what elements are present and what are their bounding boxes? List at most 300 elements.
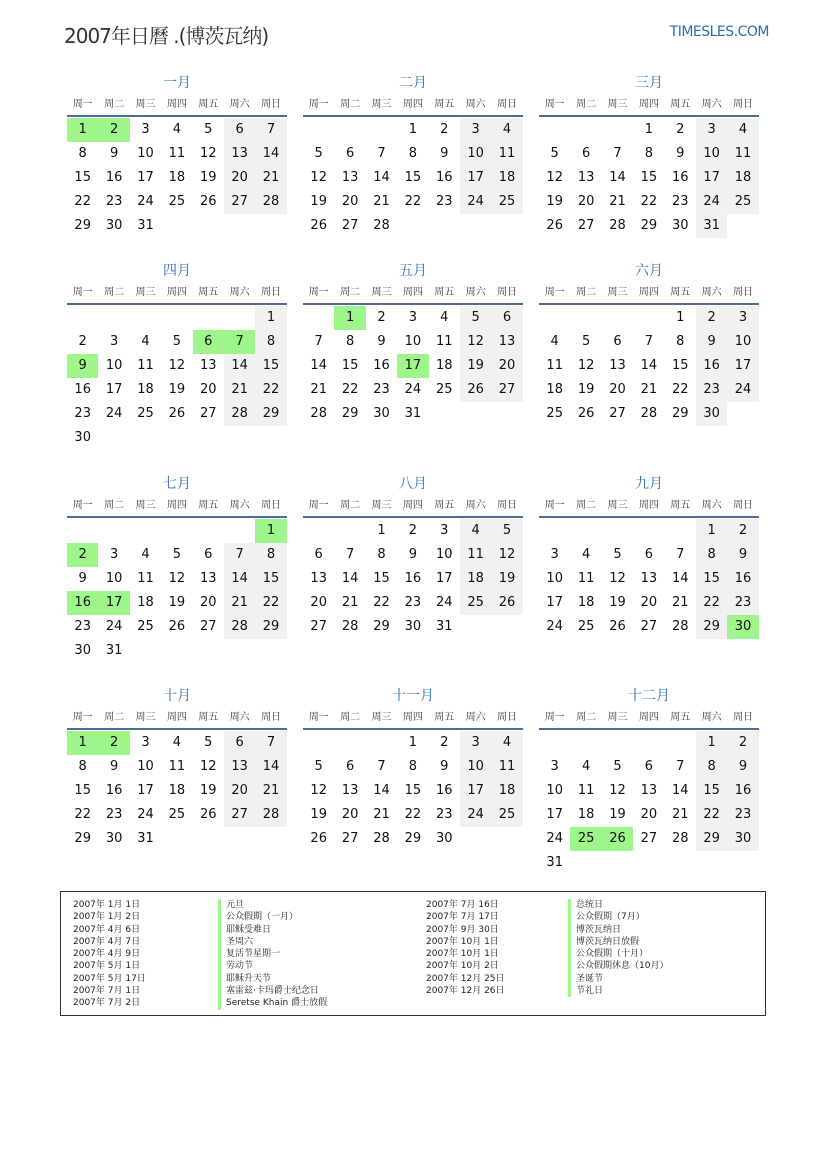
- day-cell: 5: [550, 146, 559, 161]
- day-cell: 17: [460, 779, 491, 803]
- day-cell: 20: [199, 382, 217, 397]
- empty-cell: [98, 306, 129, 330]
- empty-cell: [602, 306, 633, 330]
- day-cell: 4: [440, 310, 449, 325]
- day-cell: 4: [581, 759, 591, 774]
- day-cell: 15: [671, 358, 689, 373]
- weekday-label: 周六: [701, 287, 722, 298]
- day-cell: 16: [435, 783, 453, 798]
- day-cell: 10: [105, 358, 123, 373]
- day-cell: 8: [255, 543, 286, 567]
- month-name: 二月: [399, 75, 427, 91]
- day-cell: 9: [78, 571, 87, 586]
- weekday-label: 周日: [261, 287, 282, 298]
- day-cell: 3: [696, 118, 727, 142]
- day-grid: [303, 731, 523, 851]
- day-cell: 23: [74, 619, 91, 634]
- day-cell: 24: [460, 190, 491, 214]
- empty-cell: [303, 519, 334, 543]
- day-cell: 22: [341, 382, 359, 397]
- holiday-day-cell: 2: [98, 118, 129, 142]
- day-cell: 17: [137, 783, 154, 798]
- day-cell: 24: [404, 382, 422, 397]
- empty-cell: [224, 306, 255, 330]
- day-cell: 20: [609, 382, 626, 397]
- day-cell: 2: [440, 122, 449, 137]
- weekday-label: 周二: [104, 99, 125, 110]
- day-cell: 21: [671, 807, 689, 822]
- empty-cell: [98, 519, 129, 543]
- day-cell: 1: [408, 122, 417, 137]
- day-cell: 5: [314, 146, 323, 161]
- day-cell: 12: [491, 543, 522, 567]
- day-cell: 13: [310, 571, 327, 586]
- day-cell: 7: [255, 118, 286, 142]
- day-cell: 12: [168, 571, 186, 586]
- day-cell: 29: [640, 218, 658, 233]
- day-cell: 11: [577, 783, 595, 798]
- weekday-label: 周四: [638, 287, 659, 298]
- weekday-label: 周三: [135, 712, 156, 723]
- weekday-label: 周五: [670, 287, 691, 298]
- day-cell: 23: [727, 591, 758, 615]
- weekday-label: 周五: [198, 712, 219, 723]
- day-cell: 25: [491, 190, 522, 214]
- holiday-date: 2007年 4月 9日: [73, 949, 141, 960]
- day-cell: 30: [696, 402, 727, 426]
- holiday-name: 耶稣升天节: [218, 973, 327, 985]
- weekday-label: 周二: [104, 712, 125, 723]
- empty-cell: [539, 519, 570, 543]
- month-name: 三月: [635, 75, 663, 91]
- day-cell: 20: [341, 194, 359, 209]
- weekday-header: [67, 97, 287, 117]
- day-cell: 2: [78, 334, 87, 349]
- month-name: 一月: [163, 75, 191, 91]
- weekday-header: [303, 710, 523, 730]
- day-cell: 12: [577, 358, 595, 373]
- day-cell: 7: [255, 731, 286, 755]
- holiday-day-cell: 26: [602, 827, 633, 851]
- day-cell: 11: [491, 142, 522, 166]
- day-cell: 16: [727, 567, 758, 591]
- day-grid: [303, 306, 523, 426]
- day-cell: 3: [408, 310, 417, 325]
- day-cell: 8: [78, 759, 87, 774]
- weekday-label: 周三: [371, 99, 392, 110]
- day-cell: 27: [224, 803, 255, 827]
- day-cell: 29: [404, 831, 422, 846]
- day-cell: 30: [435, 831, 453, 846]
- day-cell: 20: [341, 807, 359, 822]
- day-cell: 19: [199, 783, 217, 798]
- day-cell: 14: [671, 571, 689, 586]
- day-cell: 7: [224, 543, 255, 567]
- holiday-date: 2007年 10月 2日: [426, 961, 499, 972]
- holiday-dates-col2: [426, 899, 505, 997]
- day-cell: 21: [255, 166, 286, 190]
- day-cell: 14: [310, 358, 327, 373]
- day-cell: 15: [255, 567, 286, 591]
- day-cell: 7: [377, 759, 386, 774]
- weekday-label: 周日: [261, 500, 282, 511]
- weekday-label: 周六: [229, 500, 250, 511]
- day-cell: 18: [577, 595, 595, 610]
- weekday-header: [67, 710, 287, 730]
- day-cell: 24: [727, 378, 758, 402]
- day-cell: 8: [345, 334, 355, 349]
- day-cell: 3: [440, 523, 449, 538]
- day-cell: 6: [345, 759, 355, 774]
- weekday-label: 周日: [497, 287, 518, 298]
- day-cell: 26: [199, 807, 217, 822]
- day-cell: 21: [640, 382, 658, 397]
- day-grid: [303, 118, 523, 238]
- empty-cell: [633, 306, 664, 330]
- weekday-label: 周六: [465, 712, 486, 723]
- day-cell: 6: [204, 547, 213, 562]
- day-cell: 9: [440, 759, 449, 774]
- day-cell: 6: [224, 118, 255, 142]
- day-cell: 23: [404, 595, 422, 610]
- empty-cell: [303, 118, 334, 142]
- day-grid: [539, 519, 759, 639]
- day-cell: 19: [546, 194, 563, 209]
- empty-cell: [67, 519, 98, 543]
- day-cell: 27: [640, 831, 658, 846]
- month-11: [303, 686, 523, 851]
- day-cell: 13: [341, 783, 359, 798]
- weekday-header: [539, 97, 759, 117]
- day-cell: 25: [137, 619, 154, 634]
- day-cell: 25: [460, 591, 491, 615]
- holiday-day-cell: 1: [67, 118, 98, 142]
- month-name: 六月: [635, 263, 663, 279]
- weekday-label: 周三: [135, 99, 156, 110]
- holiday-day-cell: 2: [98, 731, 129, 755]
- day-cell: 17: [460, 166, 491, 190]
- day-cell: 27: [310, 619, 327, 634]
- day-cell: 7: [676, 547, 685, 562]
- day-cell: 11: [460, 543, 491, 567]
- day-cell: 14: [373, 783, 390, 798]
- day-cell: 24: [137, 194, 154, 209]
- day-cell: 17: [696, 166, 727, 190]
- day-cell: 2: [377, 310, 386, 325]
- day-cell: 26: [577, 406, 595, 421]
- weekday-label: 周三: [135, 500, 156, 511]
- month-4: [67, 261, 287, 450]
- holiday-day-cell: 9: [67, 354, 98, 378]
- day-cell: 20: [640, 595, 658, 610]
- holiday-name: 公众假期（十月）: [568, 948, 668, 960]
- holiday-name: 塞雷兹·卡玛爵士纪念日: [218, 985, 327, 997]
- holiday-day-cell: 1: [67, 731, 98, 755]
- day-cell: 3: [109, 334, 119, 349]
- day-cell: 18: [168, 783, 186, 798]
- day-cell: 18: [137, 382, 154, 397]
- empty-cell: [303, 306, 334, 330]
- empty-cell: [539, 306, 570, 330]
- day-cell: 16: [105, 170, 123, 185]
- day-cell: 13: [199, 358, 217, 373]
- day-cell: 16: [373, 358, 390, 373]
- day-cell: 8: [78, 146, 87, 161]
- day-grid: [67, 118, 287, 238]
- weekday-label: 周三: [607, 99, 628, 110]
- holiday-name: 博茨瓦纳日放假: [568, 936, 668, 948]
- day-cell: 31: [105, 643, 123, 658]
- day-cell: 29: [671, 406, 689, 421]
- empty-cell: [366, 118, 397, 142]
- day-cell: 2: [727, 519, 758, 543]
- holiday-date: 2007年 4月 7日: [73, 936, 141, 947]
- day-cell: 11: [727, 142, 758, 166]
- weekday-label: 周二: [576, 712, 597, 723]
- day-cell: 13: [491, 330, 522, 354]
- day-cell: 18: [460, 567, 491, 591]
- weekday-label: 周五: [434, 99, 455, 110]
- holiday-date: 2007年 1月 1日: [73, 900, 141, 910]
- weekday-label: 周六: [465, 287, 486, 298]
- day-cell: 15: [74, 170, 91, 185]
- day-cell: 8: [696, 543, 727, 567]
- day-cell: 16: [74, 382, 91, 397]
- day-cell: 25: [546, 406, 563, 421]
- day-cell: 3: [109, 547, 119, 562]
- day-cell: 29: [696, 615, 727, 639]
- holiday-name: 圣诞节: [568, 973, 668, 985]
- day-cell: 23: [373, 382, 390, 397]
- day-cell: 18: [546, 382, 563, 397]
- day-cell: 31: [546, 855, 563, 870]
- day-cell: 9: [109, 146, 119, 161]
- day-cell: 16: [105, 783, 123, 798]
- day-cell: 27: [640, 619, 658, 634]
- day-cell: 27: [609, 406, 626, 421]
- day-cell: 30: [404, 619, 422, 634]
- day-cell: 17: [137, 170, 154, 185]
- holiday-name: 博茨瓦纳日: [568, 924, 668, 936]
- day-cell: 29: [341, 406, 359, 421]
- weekday-label: 周二: [340, 99, 361, 110]
- day-cell: 28: [224, 402, 255, 426]
- holiday-date: 2007年 7月 2日: [73, 998, 141, 1009]
- day-cell: 26: [168, 406, 186, 421]
- month-3: [539, 73, 759, 238]
- holiday-day-cell: 1: [255, 519, 286, 543]
- day-cell: 23: [105, 194, 123, 209]
- day-cell: 5: [204, 122, 213, 137]
- holiday-date: 2007年 10月 1日: [426, 936, 499, 947]
- day-cell: 29: [74, 218, 91, 233]
- day-cell: 4: [141, 547, 150, 562]
- day-cell: 21: [224, 378, 255, 402]
- holiday-day-cell: 6: [193, 330, 224, 354]
- day-cell: 19: [609, 595, 626, 610]
- page-title: 2007年日曆 .(博茨瓦纳): [64, 24, 269, 48]
- holiday-day-cell: 1: [334, 306, 365, 330]
- weekday-label: 周一: [544, 287, 565, 298]
- holiday-name: 元旦: [218, 899, 327, 911]
- empty-cell: [539, 731, 570, 755]
- day-cell: 20: [310, 595, 327, 610]
- day-cell: 9: [727, 543, 758, 567]
- day-cell: 31: [404, 406, 422, 421]
- weekday-label: 周二: [104, 287, 125, 298]
- day-cell: 22: [404, 194, 422, 209]
- day-cell: 6: [644, 759, 653, 774]
- weekday-label: 周五: [434, 500, 455, 511]
- weekday-label: 周六: [229, 99, 250, 110]
- holiday-name: 公众假期休息（10月）: [568, 960, 668, 972]
- holiday-date: 2007年 9月 30日: [426, 924, 499, 935]
- day-grid: [539, 731, 759, 875]
- day-cell: 5: [314, 759, 323, 774]
- day-cell: 5: [172, 547, 181, 562]
- day-cell: 4: [491, 731, 522, 755]
- weekday-label: 周一: [308, 287, 329, 298]
- weekday-header: [303, 285, 523, 305]
- weekday-label: 周日: [261, 712, 282, 723]
- weekday-label: 周四: [638, 99, 659, 110]
- weekday-label: 周一: [544, 712, 565, 723]
- empty-cell: [570, 306, 601, 330]
- day-cell: 20: [640, 807, 658, 822]
- weekday-header: [539, 710, 759, 730]
- day-cell: 7: [345, 547, 355, 562]
- empty-cell: [334, 731, 365, 755]
- day-cell: 11: [435, 334, 453, 349]
- day-cell: 17: [435, 571, 453, 586]
- weekday-label: 周二: [576, 500, 597, 511]
- day-cell: 22: [373, 595, 390, 610]
- day-cell: 22: [640, 194, 658, 209]
- day-cell: 19: [199, 170, 217, 185]
- day-cell: 11: [168, 146, 186, 161]
- day-cell: 27: [199, 619, 217, 634]
- brand-link[interactable]: TIMESLES.COM: [669, 24, 769, 40]
- day-cell: 28: [224, 615, 255, 639]
- weekday-label: 周五: [670, 99, 691, 110]
- day-cell: 7: [314, 334, 323, 349]
- day-cell: 19: [609, 807, 626, 822]
- day-cell: 6: [644, 547, 653, 562]
- day-grid: [67, 519, 287, 663]
- day-cell: 14: [255, 755, 286, 779]
- day-cell: 5: [613, 547, 622, 562]
- day-cell: 5: [172, 334, 181, 349]
- empty-cell: [334, 118, 365, 142]
- holiday-name: 耶稣受难日: [218, 924, 327, 936]
- holiday-name: 公众假期（一月）: [218, 911, 327, 923]
- day-cell: 20: [577, 194, 595, 209]
- day-cell: 10: [546, 571, 563, 586]
- day-cell: 13: [640, 571, 658, 586]
- day-cell: 5: [460, 306, 491, 330]
- day-cell: 24: [696, 190, 727, 214]
- day-cell: 11: [491, 755, 522, 779]
- weekday-label: 周一: [72, 500, 93, 511]
- day-cell: 11: [546, 358, 563, 373]
- day-cell: 25: [491, 803, 522, 827]
- day-cell: 10: [727, 330, 758, 354]
- holiday-name: 公众假期（7月）: [568, 911, 668, 923]
- day-cell: 26: [546, 218, 563, 233]
- day-cell: 18: [137, 595, 154, 610]
- weekday-label: 周五: [434, 712, 455, 723]
- day-cell: 11: [137, 358, 154, 373]
- weekday-label: 周四: [402, 287, 423, 298]
- holiday-name: 节礼日: [568, 985, 668, 997]
- day-cell: 25: [168, 194, 186, 209]
- day-cell: 9: [676, 146, 685, 161]
- empty-cell: [193, 519, 224, 543]
- day-cell: 10: [460, 142, 491, 166]
- weekday-label: 周四: [638, 500, 659, 511]
- day-cell: 14: [255, 142, 286, 166]
- day-cell: 29: [373, 619, 390, 634]
- day-cell: 6: [491, 306, 522, 330]
- empty-cell: [633, 519, 664, 543]
- month-name: 四月: [163, 263, 191, 279]
- month-name: 七月: [163, 476, 191, 492]
- day-cell: 16: [404, 571, 422, 586]
- day-cell: 21: [609, 194, 626, 209]
- day-cell: 9: [727, 755, 758, 779]
- day-cell: 31: [696, 214, 727, 238]
- empty-cell: [570, 731, 601, 755]
- empty-cell: [602, 519, 633, 543]
- day-cell: 24: [105, 406, 123, 421]
- holiday-names-col2: [568, 899, 668, 997]
- day-cell: 14: [373, 170, 390, 185]
- weekday-label: 周四: [402, 99, 423, 110]
- day-cell: 15: [696, 779, 727, 803]
- day-cell: 24: [460, 803, 491, 827]
- day-cell: 1: [408, 735, 417, 750]
- day-cell: 3: [550, 759, 559, 774]
- day-cell: 16: [671, 170, 689, 185]
- holiday-date: 2007年 4月 6日: [73, 924, 141, 935]
- weekday-label: 周一: [72, 287, 93, 298]
- month-2: [303, 73, 523, 238]
- month-12: [539, 686, 759, 875]
- day-cell: 28: [373, 831, 390, 846]
- weekday-label: 周六: [229, 287, 250, 298]
- holiday-day-cell: 7: [224, 330, 255, 354]
- day-cell: 18: [577, 807, 595, 822]
- holiday-date: 2007年 5月 17日: [73, 973, 146, 984]
- day-cell: 14: [224, 567, 255, 591]
- day-cell: 12: [310, 783, 327, 798]
- day-cell: 18: [491, 166, 522, 190]
- weekday-label: 周六: [465, 99, 486, 110]
- weekday-label: 周六: [701, 500, 722, 511]
- day-grid: [539, 118, 759, 238]
- day-cell: 24: [435, 595, 453, 610]
- day-cell: 30: [105, 218, 123, 233]
- day-cell: 8: [676, 334, 685, 349]
- weekday-label: 周二: [576, 99, 597, 110]
- weekday-label: 周六: [229, 712, 250, 723]
- day-cell: 10: [105, 571, 123, 586]
- weekday-label: 周五: [434, 287, 455, 298]
- day-cell: 8: [377, 547, 386, 562]
- day-cell: 6: [224, 731, 255, 755]
- day-cell: 7: [676, 759, 685, 774]
- weekday-label: 周一: [72, 712, 93, 723]
